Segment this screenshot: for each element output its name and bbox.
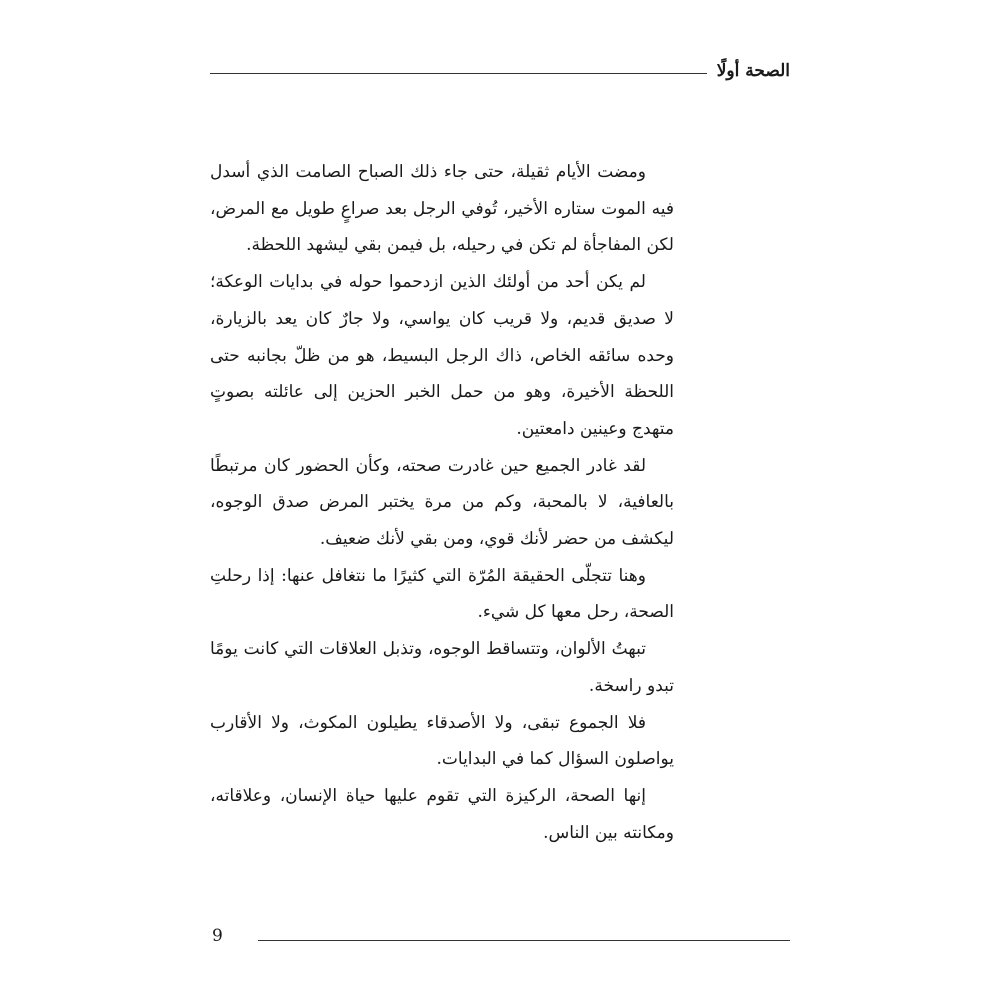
running-header xyxy=(210,56,790,86)
paragraph: فلا الجموع تبقى، ولا الأصدقاء يطيلون المكوث، ولا الأقارب يواصلون السؤال كما في البدايات. xyxy=(210,712,674,770)
body-text xyxy=(210,154,674,851)
paragraph: وهنا تتجلّى الحقيقة المُرّة التي كثيرًا ما نتغافل عنها: إذا رحلتِ الصحة، رحل معها كل شيء. xyxy=(210,565,674,623)
page-footer xyxy=(210,924,790,948)
footer-rule xyxy=(258,940,790,941)
paragraph: لقد غادر الجميع حين غادرت صحته، وكأن الحضور كان مرتبطًا بالعافية، لا بالمحبة، وكم من مرة يختبر المرض صدق الوجوه، ليكشف من حضر لأنك قوي، ومن بقي لأنك ضعيف. xyxy=(210,455,674,550)
paragraph: لم يكن أحد من أولئك الذين ازدحموا حوله في بدايات الوعكة؛ لا صديق قديم، ولا قريب كان يواسي، ولا جارٌ كان يعد بالزيارة، وحده سائقه الخاص، ذاك الرجل البسيط، هو من ظلّ بجانبه حتى اللحظة الأخيرة، وهو من حمل الخبر الحزين إلى عائلته بصوتٍ متهدج وعينين دامعتين. xyxy=(210,272,674,439)
header-rule xyxy=(210,73,707,74)
paragraph: ومضت الأيام ثقيلة، حتى جاء ذلك الصباح الصامت الذي أسدل فيه الموت ستاره الأخير، تُوفي الرجل بعد صراعٍ طويل مع المرض، لكن المفاجأة لم تكن في رحيله، بل فيمن بقي ليشهد اللحظة. xyxy=(210,162,674,256)
paragraph: إنها الصحة، الركيزة التي تقوم عليها حياة الإنسان، وعلاقاته، ومكانته بين الناس. xyxy=(210,785,674,843)
page-number: 9 xyxy=(212,926,223,946)
chapter-title: الصحة أولًا xyxy=(716,61,790,81)
paragraph: تبهتُ الألوان، وتتساقط الوجوه، وتذبل العلاقات التي كانت يومًا تبدو راسخة. xyxy=(210,639,674,696)
